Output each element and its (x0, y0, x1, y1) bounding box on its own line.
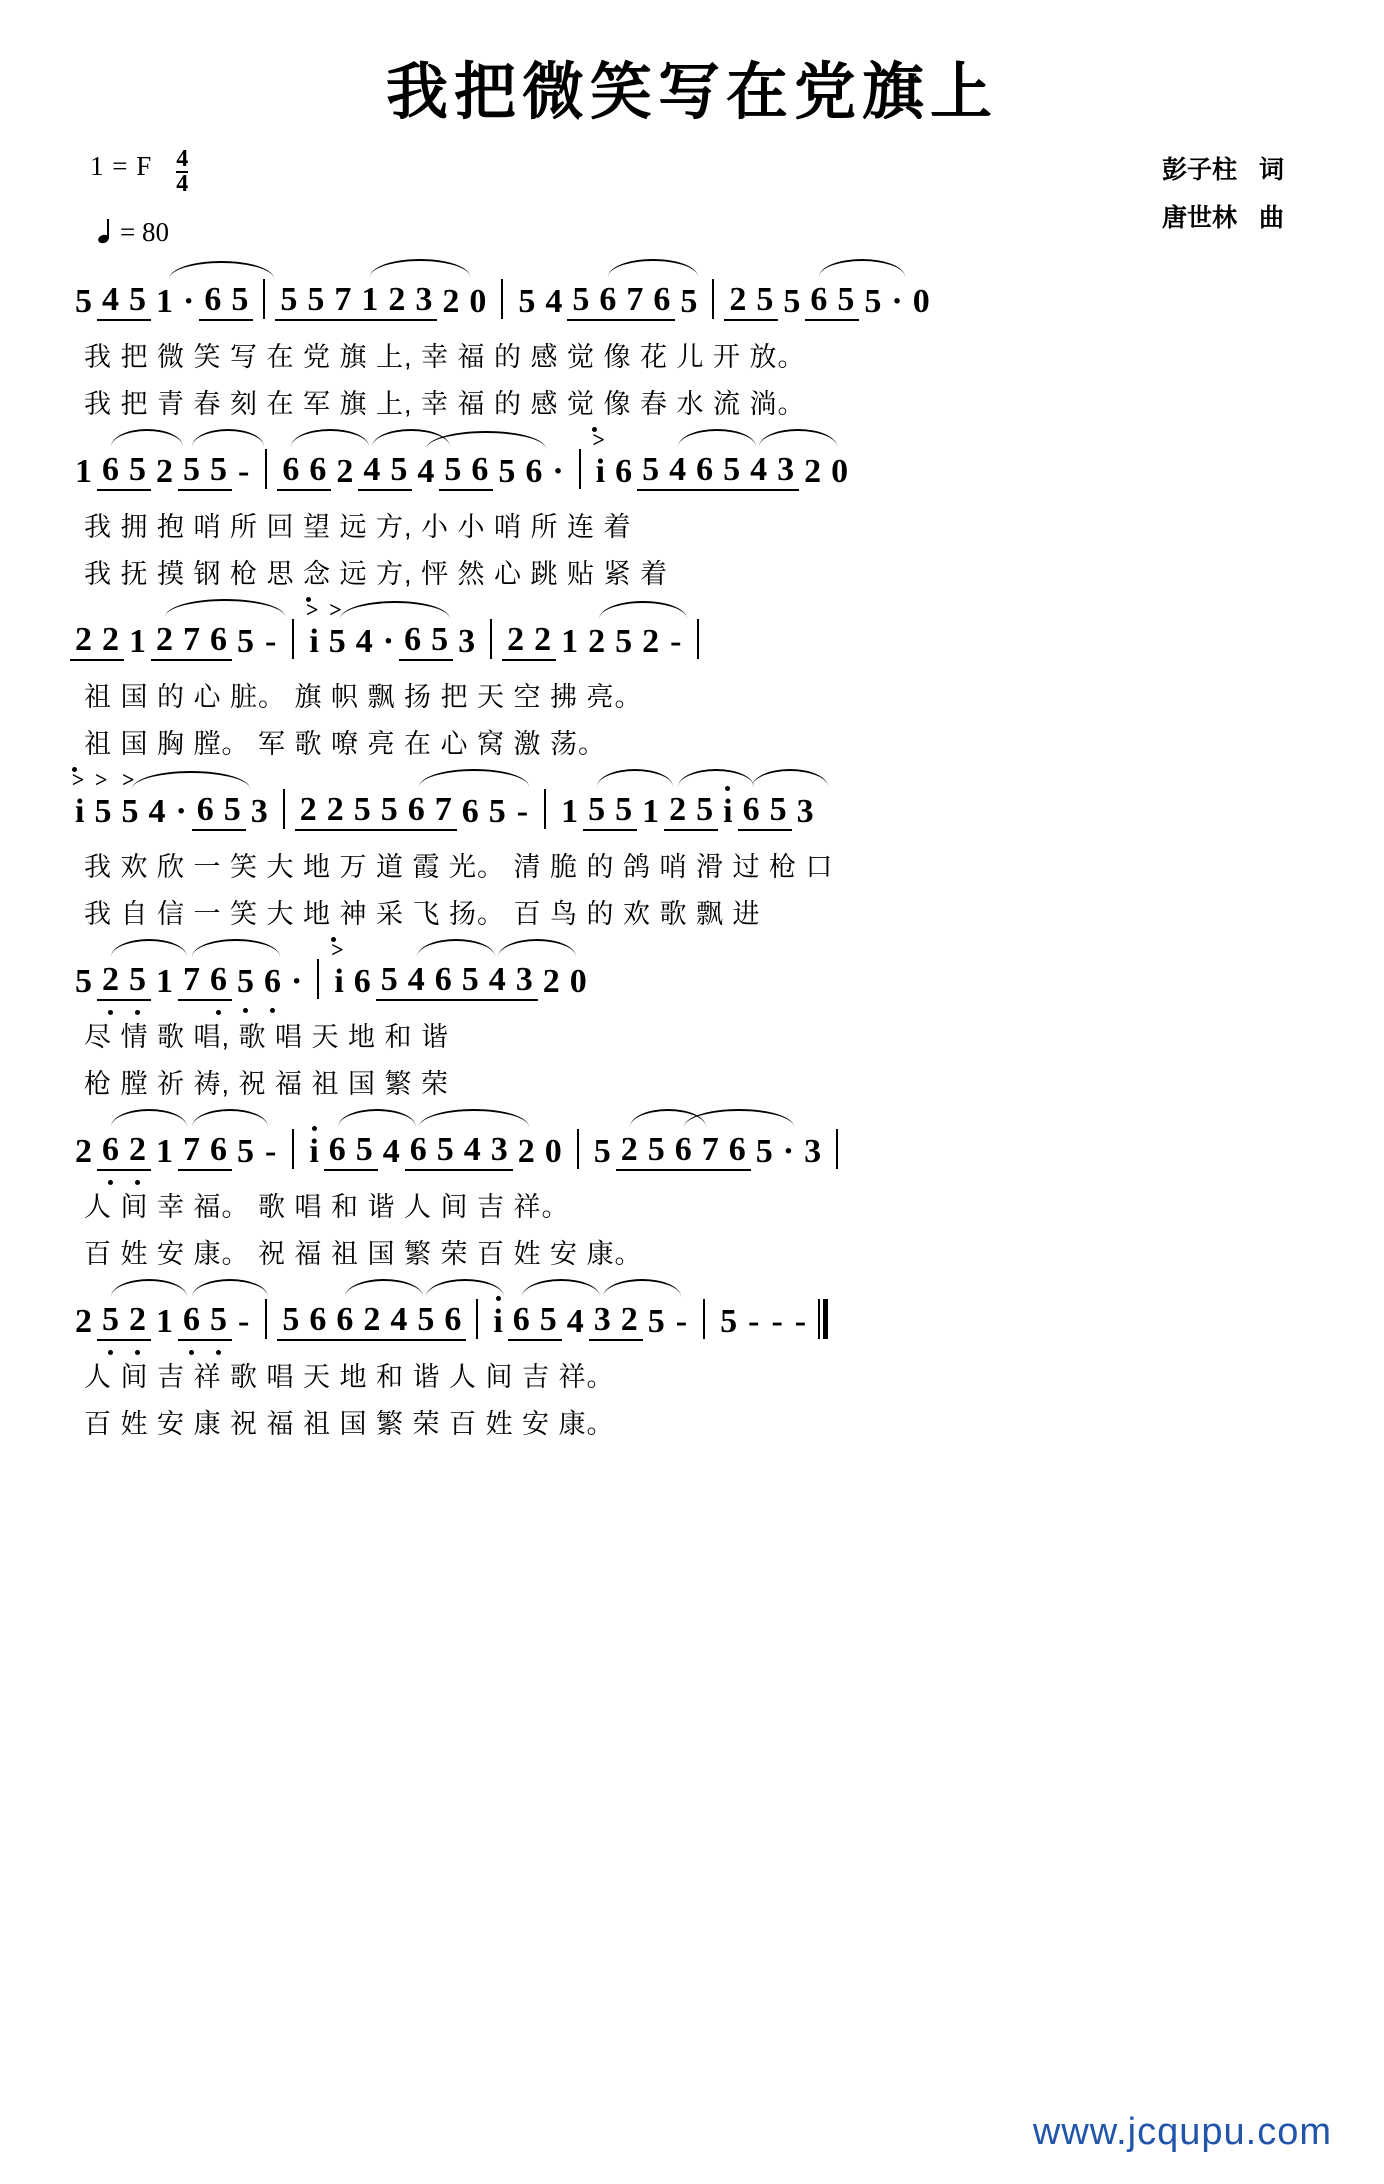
note: 5 (376, 791, 403, 831)
slur-mark (522, 1279, 600, 1297)
lyrics-verse-2: 我 把 青 春 刻 在 军 旗 上, 幸 福 的 感 觉 像 春 水 流 淌。 (84, 389, 806, 419)
note: 6 (97, 1131, 124, 1171)
barline (712, 279, 714, 319)
note: > 5 (324, 623, 351, 661)
note: 2 (75, 1133, 92, 1170)
slur-mark (338, 1109, 416, 1127)
note: 6 (461, 793, 479, 830)
note: 5 (75, 963, 92, 1000)
lyrics-verse-1: 人 间 幸 福。 歌 唱 和 谐 人 间 吉 祥。 (84, 1192, 570, 1222)
slur-mark (165, 599, 285, 617)
barline (265, 449, 267, 489)
note: 2 (124, 1301, 151, 1341)
page-title: 我把微笑写在党旗上 (385, 58, 998, 127)
note: 5 (302, 281, 329, 321)
note: 6 (670, 1131, 697, 1171)
note: 5 (376, 961, 403, 1001)
barline (544, 789, 546, 829)
slur-mark (291, 429, 369, 447)
lyrics-verse-1: 我 把 微 笑 写 在 党 旗 上, 幸 福 的 感 觉 像 花 儿 开 放。 (84, 342, 806, 372)
note: 5 (718, 451, 745, 491)
note: 2 (70, 621, 97, 661)
note: > i (70, 793, 89, 831)
notation-line (70, 945, 1324, 1001)
notation-line (70, 1285, 1324, 1341)
note: 4 (403, 961, 430, 1001)
slur-mark (370, 259, 470, 277)
note: 6 (724, 1131, 751, 1171)
slur-mark (597, 769, 673, 787)
note: 5 (751, 281, 778, 321)
note: 6 (353, 963, 371, 1000)
slur-mark (132, 771, 250, 789)
slur-mark (192, 429, 264, 447)
note: 5 (439, 451, 466, 491)
tempo-value: = 80 (120, 216, 169, 247)
note: 5 (498, 453, 516, 490)
notation-line (70, 1115, 1324, 1171)
note: 5 (426, 621, 453, 661)
note: 5 (75, 283, 92, 320)
note: 3 (458, 623, 476, 660)
note: 5 (205, 451, 232, 491)
duration-dash: - (748, 1303, 760, 1340)
note: 2 (97, 621, 124, 661)
note: 0 (544, 1133, 562, 1170)
lyrics-verse-2: 我 抚 摸 钢 枪 思 念 远 方, 怦 然 心 跳 贴 紧 着 (84, 559, 669, 589)
music-system-3 (60, 605, 1324, 761)
note: 3 (589, 1301, 616, 1341)
note: 6 (199, 281, 226, 321)
note: 4 (566, 1303, 584, 1340)
note: 6 (691, 451, 718, 491)
note: 6 (525, 453, 543, 490)
watermark: www.jcqupu.com (1032, 2111, 1332, 2153)
note: 1 (356, 281, 383, 321)
slur-mark (678, 429, 756, 447)
note: 7 (621, 281, 648, 321)
note: 1 (561, 793, 579, 830)
note: 3 (804, 1133, 822, 1170)
barline (579, 449, 581, 489)
duration-dash: - (516, 793, 529, 830)
slur-mark (192, 939, 280, 957)
note: 6 (508, 1301, 535, 1341)
slur-mark (498, 939, 576, 957)
slur-mark (599, 601, 687, 619)
note: 6 (738, 791, 765, 831)
barline (292, 619, 294, 659)
note: 5 (124, 961, 151, 1001)
duration-dash: - (771, 1303, 783, 1340)
note: 5 (610, 791, 637, 831)
note: 5 (275, 281, 302, 321)
barline (501, 279, 503, 319)
note: > i (591, 453, 610, 491)
slur-mark (169, 261, 274, 279)
note: 5 (205, 1301, 232, 1341)
slur-mark (759, 429, 837, 447)
composer-name: 唐世林 (1161, 203, 1237, 232)
dot: · (782, 1133, 795, 1170)
music-system-1 (60, 265, 1324, 421)
note: 6 (648, 281, 675, 321)
slur-mark (426, 431, 546, 449)
note: 1 (156, 1133, 173, 1170)
note: 5 (219, 791, 246, 831)
note: 5 (535, 1301, 562, 1341)
quarter-note-icon (98, 221, 114, 243)
slur-mark (345, 1279, 423, 1297)
note: 6 (205, 961, 232, 1001)
note: 5 (351, 1131, 378, 1171)
note: 5 (615, 623, 633, 660)
note: 2 (724, 281, 751, 321)
barline (292, 1129, 294, 1169)
note: 1 (156, 963, 173, 1000)
note: 5 (643, 1131, 670, 1171)
slur-mark (684, 1109, 794, 1127)
lyricist-line (1162, 147, 1284, 195)
note: 7 (329, 281, 356, 321)
note: 5 (680, 283, 698, 320)
key-signature: 1 = F (90, 151, 153, 181)
note: 7 (178, 621, 205, 661)
note: 3 (486, 1131, 513, 1171)
lyrics-verse-2: 枪 膛 祈 祷, 祝 福 祖 国 繁 荣 (84, 1069, 450, 1099)
note: 0 (831, 453, 849, 490)
note: 4 (484, 961, 511, 1001)
note: 5 (432, 1131, 459, 1171)
note: > 5 (89, 793, 116, 831)
note: 5 (385, 451, 412, 491)
barline (476, 1299, 478, 1339)
note: 6 (331, 1301, 358, 1341)
barline (836, 1129, 838, 1169)
note: 4 (385, 1301, 412, 1341)
note: 6 (304, 451, 331, 491)
barline (697, 619, 699, 659)
note: 5 (232, 963, 259, 1001)
note: 5 (583, 791, 610, 831)
music-system-7 (60, 1285, 1324, 1441)
time-signature-numerator: 4 (176, 146, 189, 172)
slur-mark (192, 1109, 268, 1127)
duration-dash: - (265, 623, 277, 660)
note: 4 (412, 453, 439, 491)
note: 2 (616, 1131, 643, 1171)
barline (703, 1299, 705, 1339)
note: 5 (637, 451, 664, 491)
note: 6 (399, 621, 426, 661)
duration-dash: - (238, 1303, 250, 1340)
music-system-4 (60, 775, 1324, 931)
time-signature (176, 148, 188, 196)
note: 4 (459, 1131, 486, 1171)
note: 1 (642, 793, 660, 830)
lyrics-verse-2: 百 姓 安 康 祝 福 祖 国 繁 荣 百 姓 安 康。 (84, 1409, 615, 1439)
note: 5 (124, 451, 151, 491)
note: 5 (518, 283, 536, 320)
note: 5 (755, 1133, 773, 1170)
note: 5 (691, 791, 718, 831)
note: 6 (430, 961, 457, 1001)
note: 4 (382, 1133, 400, 1170)
barline (265, 1299, 267, 1339)
dot: · (175, 793, 187, 830)
note: 2 (664, 791, 691, 831)
note: 5 (783, 283, 801, 320)
note: 7 (430, 791, 457, 831)
note: 2 (336, 453, 354, 490)
lyrics-verse-1: 我 欢 欣 一 笑 大 地 万 道 霞 光。 清 脆 的 鸽 哨 滑 过 枪 口 (84, 852, 834, 882)
lyrics-verse-1: 祖 国 的 心 脏。 旗 帜 飘 扬 把 天 空 拂 亮。 (84, 682, 643, 712)
slur-mark (192, 1279, 268, 1297)
note: 3 (410, 281, 437, 321)
note: 1 (129, 623, 146, 660)
note: 4 (148, 793, 166, 830)
note: 5 (765, 791, 792, 831)
final-barline (818, 1299, 828, 1339)
note: 2 (583, 623, 610, 661)
note: 6 (259, 963, 286, 1001)
note: 2 (442, 283, 460, 320)
slur-mark (340, 601, 450, 619)
note: > 5 (116, 793, 143, 831)
note: 5 (124, 281, 151, 321)
lyricist-role: 词 (1258, 156, 1284, 184)
note: 4 (358, 451, 385, 491)
note: 5 (349, 791, 376, 831)
lyrics-verse-2: 百 姓 安 康。 祝 福 祖 国 繁 荣 百 姓 安 康。 (84, 1239, 643, 1269)
note: 7 (697, 1131, 724, 1171)
note: 5 (864, 283, 882, 320)
score-metadata (60, 141, 1324, 251)
note: 3 (511, 961, 538, 1001)
key-line (90, 146, 189, 199)
lyrics-verse-2: 我 自 信 一 笑 大 地 神 采 飞 扬。 百 鸟 的 欢 歌 飘 进 (84, 899, 761, 929)
note: 6 (324, 1131, 351, 1171)
note: 2 (156, 453, 173, 490)
time-signature-denominator: 4 (176, 170, 189, 197)
notation-line (70, 265, 1324, 321)
note: 6 (178, 1301, 205, 1341)
dot: · (891, 283, 903, 320)
barline (317, 959, 319, 999)
note: 5 (488, 793, 506, 830)
note: 5 (567, 281, 594, 321)
slur-mark (419, 769, 529, 787)
note: 2 (124, 1131, 151, 1171)
note: 3 (250, 793, 268, 830)
lyrics-verse-1: 我 拥 抱 哨 所 回 望 远 方, 小 小 哨 所 连 着 (84, 512, 632, 542)
note: 4 (745, 451, 772, 491)
credits-block (1162, 147, 1284, 242)
composer-role: 曲 (1258, 203, 1284, 232)
note: 2 (642, 623, 660, 660)
lyrics-verse-2: 祖 国 胸 膛。 军 歌 嘹 亮 在 心 窝 激 荡。 (84, 729, 607, 759)
note: 6 (304, 1301, 331, 1341)
note: 7 (178, 1131, 205, 1171)
note: > i (329, 963, 348, 1001)
duration-dash: - (675, 1303, 688, 1340)
barline (263, 279, 265, 319)
note: 0 (469, 283, 487, 320)
note: 5 (832, 281, 859, 321)
note: 6 (594, 281, 621, 321)
note: 6 (192, 791, 219, 831)
note: i (304, 1133, 323, 1171)
note: 2 (75, 1303, 92, 1340)
sheet-music-page (0, 42, 1384, 2184)
notation-line (70, 775, 1324, 831)
dot: · (552, 453, 564, 490)
note: 2 (97, 961, 124, 1001)
note: 6 (97, 451, 124, 491)
slur-mark (608, 259, 698, 277)
note: 2 (358, 1301, 385, 1341)
barline (577, 1129, 579, 1169)
note: 1 (75, 453, 92, 490)
note: 4 (355, 623, 373, 660)
note: 2 (804, 453, 822, 490)
note: 2 (151, 621, 178, 661)
barline (490, 619, 492, 659)
key-tempo-block (90, 146, 189, 248)
slur-mark (419, 1109, 529, 1127)
slur-mark (417, 939, 495, 957)
note: 5 (178, 451, 205, 491)
note: 5 (457, 961, 484, 1001)
note: 1 (151, 283, 178, 321)
slur-mark (752, 769, 828, 787)
note: 2 (295, 791, 322, 831)
note: 2 (529, 621, 556, 661)
dot: · (382, 623, 395, 660)
music-system-2 (60, 435, 1324, 591)
note: 2 (502, 621, 529, 661)
note: i (488, 1303, 507, 1341)
music-system-5 (60, 945, 1324, 1101)
note: 5 (97, 1301, 124, 1341)
note: 5 (720, 1303, 738, 1340)
note: 2 (517, 1133, 535, 1170)
note: 4 (545, 283, 563, 320)
note: 5 (412, 1301, 439, 1341)
composer-line (1162, 195, 1284, 243)
music-system-6 (60, 1115, 1324, 1271)
dot: · (291, 963, 303, 1000)
note: 6 (205, 1131, 232, 1171)
note: 5 (593, 1133, 611, 1170)
slur-mark (111, 1109, 187, 1127)
note: 0 (912, 283, 930, 320)
note: > i (304, 623, 323, 661)
note: 6 (615, 453, 633, 490)
notation-line (70, 605, 1324, 661)
note: 5 (277, 1301, 304, 1341)
duration-dash: - (265, 1133, 277, 1170)
dot: · (183, 283, 195, 320)
note: 6 (805, 281, 832, 321)
slur-mark (426, 1279, 504, 1297)
slur-mark (111, 939, 187, 957)
note: 1 (561, 623, 579, 660)
note: 4 (97, 281, 124, 321)
note: 6 (205, 621, 232, 661)
note: 2 (383, 281, 410, 321)
note: 5 (647, 1303, 665, 1340)
barline (283, 789, 285, 829)
note: 5 (237, 623, 254, 660)
slur-mark (678, 769, 754, 787)
duration-dash: - (794, 1303, 807, 1340)
note: 6 (277, 451, 304, 491)
lyricist-name: 彭子柱 (1161, 156, 1237, 184)
lyrics-verse-1: 人 间 吉 祥 歌 唱 天 地 和 谐 人 间 吉 祥。 (84, 1362, 615, 1392)
lyrics-verse-1: 尽 情 歌 唱, 歌 唱 天 地 和 谐 (84, 1022, 450, 1052)
note: i (718, 793, 737, 831)
note: 6 (405, 1131, 432, 1171)
tempo-line (98, 217, 188, 248)
note: 1 (156, 1303, 173, 1340)
slur-mark (111, 429, 183, 447)
slur-mark (603, 1279, 681, 1297)
slur-mark (819, 259, 905, 277)
note: 5 (226, 281, 253, 321)
note: 7 (178, 961, 205, 1001)
slur-mark (111, 1279, 187, 1297)
note: 3 (796, 793, 814, 830)
note: 2 (542, 963, 560, 1000)
duration-dash: - (238, 453, 250, 490)
note: 3 (772, 451, 799, 491)
note: 6 (403, 791, 430, 831)
note: 6 (466, 451, 493, 491)
note: 2 (616, 1301, 643, 1341)
note: 2 (322, 791, 349, 831)
note: 6 (439, 1301, 466, 1341)
notation-line (70, 435, 1324, 491)
note: 5 (237, 1133, 254, 1170)
note: 0 (569, 963, 587, 1000)
duration-dash: - (670, 623, 682, 660)
note: 4 (664, 451, 691, 491)
